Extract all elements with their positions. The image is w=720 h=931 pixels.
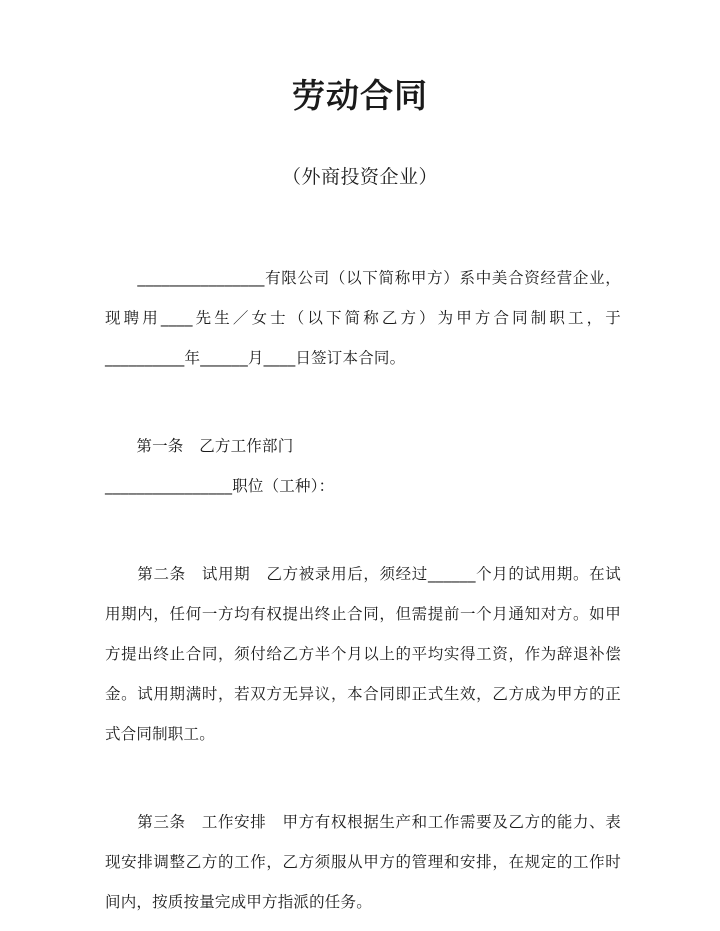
spacer <box>105 378 621 426</box>
paragraph-preamble: ________________有限公司（以下简称甲方）系中美合资经营企业，现聘用____先生／女士（以下简称乙方）为甲方合同制职工，于__________年______月____日签订本合同。 <box>105 269 621 367</box>
document-body <box>105 258 621 922</box>
article-1-body: ________________职位（工种）： <box>105 477 335 495</box>
document-subtitle: （外商投资企业） <box>281 166 438 188</box>
spacer <box>105 506 621 554</box>
article-3: 第三条 工作安排 甲方有权根据生产和工作需要及乙方的能力、表现安排调整乙方的工作，乙方须服从甲方的管理和安排，在规定的工作时间内，按质按量完成甲方指派的任务。 <box>105 813 621 911</box>
spacer <box>105 754 621 802</box>
article-2: 第二条 试用期 乙方被录用后，须经过______个月的试用期。在试用期内，任何一方均有权提出终止合同，但需提前一个月通知对方。如甲方提出终止合同，须付给乙方半个月以上的平均实得工资，作为辞退补偿金。试用期满时，若双方无异议，本合同即正式生效，乙方成为甲方的正式合同制职工。 <box>105 565 621 743</box>
article-1-heading: 第一条 乙方工作部门 <box>105 437 294 455</box>
document-title: 劳动合同 <box>292 76 428 115</box>
